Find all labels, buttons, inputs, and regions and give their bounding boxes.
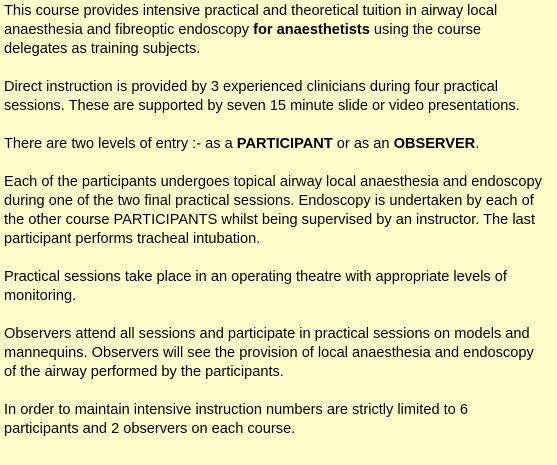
- intro-text-end: using the course delegates as training subjects.: [4, 22, 482, 57]
- intro-paragraph: [4, 2, 543, 59]
- participant-label: PARTICIPANT: [236, 136, 333, 152]
- observers-paragraph: Observers attend all sessions and participate in practical sessions on models and mannequins. Observers will see the provision of local anaesthesia and endoscopy of the airway performed by the participants.: [4, 326, 534, 380]
- observer-label: OBSERVER: [393, 136, 476, 152]
- audience-emphasis: for anaesthetists: [253, 22, 370, 38]
- entry-levels-end: .: [475, 136, 480, 152]
- entry-levels-text: There are two levels of entry :- as a: [4, 136, 237, 152]
- numbers-paragraph: In order to maintain intensive instruction numbers are strictly limited to 6 participants and 2 observers on each course.: [4, 402, 468, 437]
- entry-levels-connector: or as an: [332, 136, 394, 152]
- intro-text-start: This course provides intensive practical and theoretical tuition in airway local anaesthesia and fibreoptic endoscopy: [4, 3, 498, 38]
- participants-paragraph: Each of the participants undergoes topical airway local anaesthesia and endoscopy during one of the two final practical sessions. Endoscopy is undertaken by each of the other course PARTICIPANTS whilst being supervised by an instructor. The last participant performs tracheal intubation.: [4, 174, 542, 247]
- instruction-paragraph: Direct instruction is provided by 3 experienced clinicians during four practical sessions. These are supported by seven 15 minute slide or video presentations.: [4, 79, 520, 114]
- entry-levels-paragraph: [4, 135, 543, 154]
- practical-sessions-paragraph: Practical sessions take place in an operating theatre with appropriate levels of monitoring.: [4, 269, 507, 304]
